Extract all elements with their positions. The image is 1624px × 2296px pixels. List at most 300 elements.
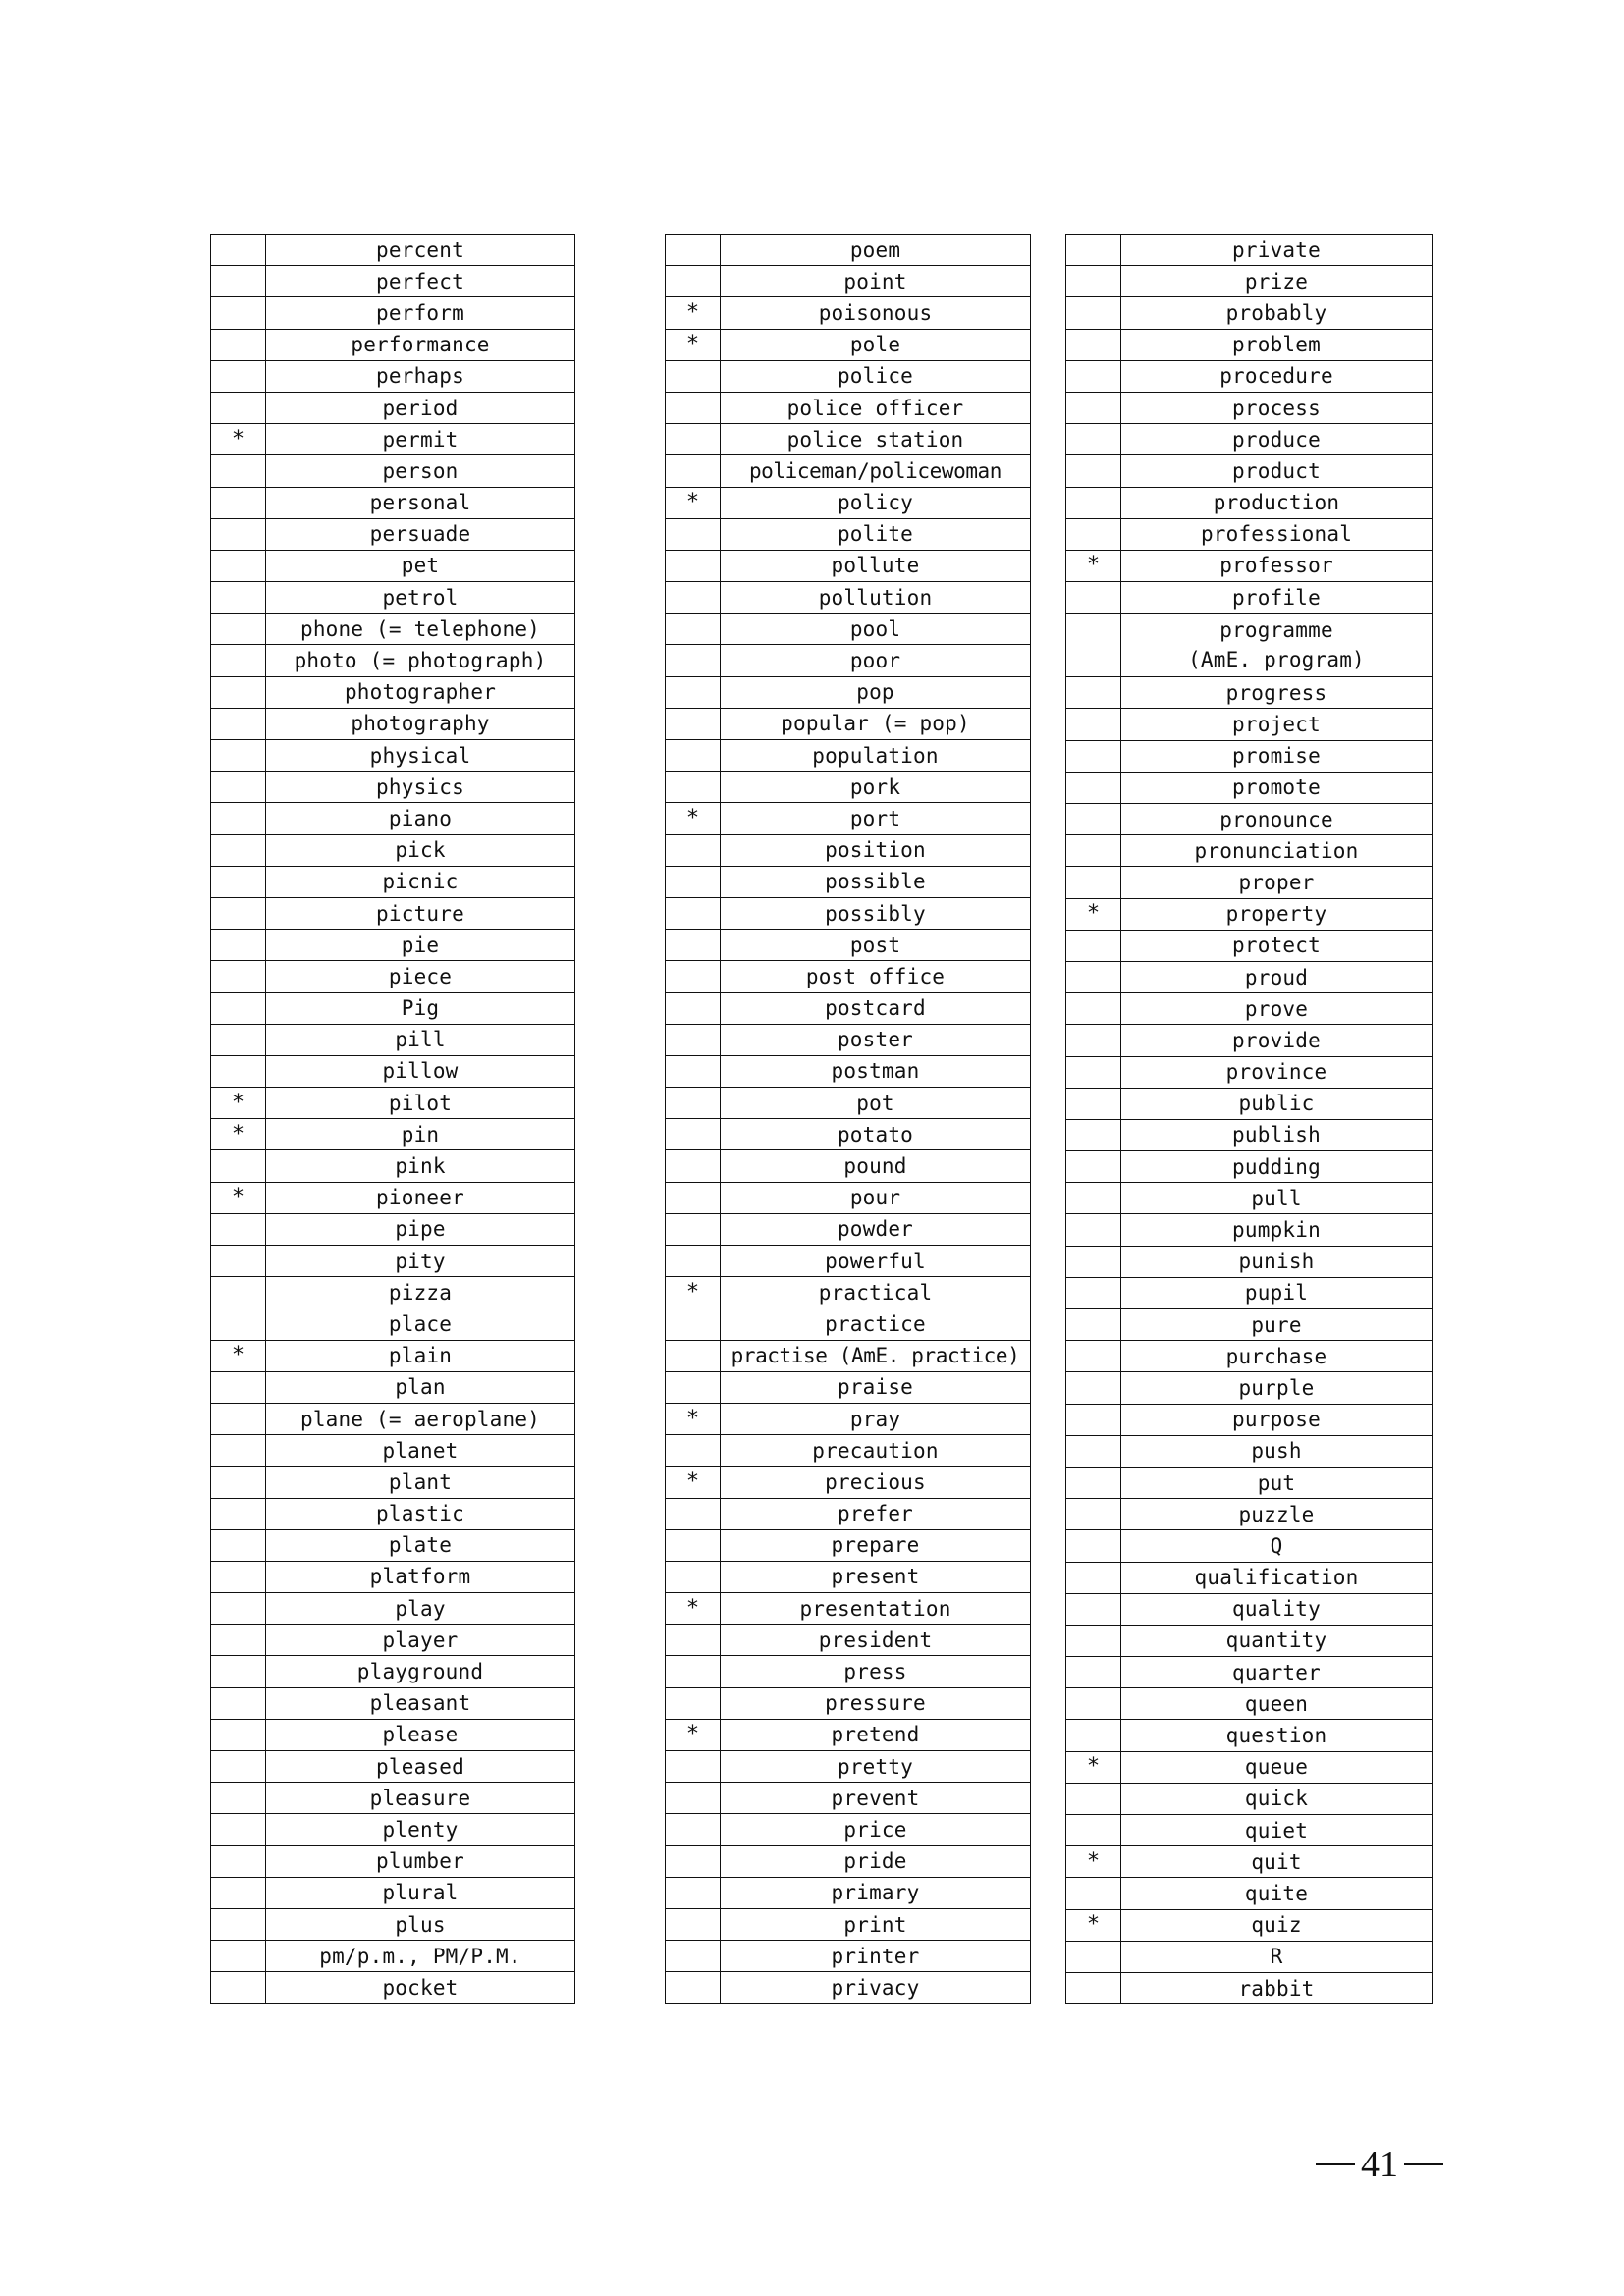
table-row [666, 930, 1031, 961]
star-marker-cell [1066, 1593, 1121, 1625]
star-marker-cell [666, 550, 721, 581]
word-cell: pumpkin [1121, 1214, 1433, 1246]
table-row [666, 392, 1031, 423]
word-cell: pupil [1121, 1277, 1433, 1308]
table-row [1066, 1499, 1433, 1530]
star-marker-cell: * [666, 1277, 721, 1308]
word-cell: pray [721, 1403, 1031, 1434]
word-cell: pleasant [266, 1687, 575, 1719]
word-cell: prevent [721, 1783, 1031, 1814]
star-marker-cell [1066, 424, 1121, 455]
word-cell: purchase [1121, 1341, 1433, 1372]
table-row [1066, 1056, 1433, 1088]
word-cell: pronunciation [1121, 835, 1433, 867]
star-marker-cell [666, 676, 721, 708]
table-row [211, 1877, 575, 1908]
star-marker-cell [211, 1625, 266, 1656]
word-cell: question [1121, 1720, 1433, 1751]
star-marker-cell [211, 1972, 266, 2003]
word-cell: quit [1121, 1846, 1433, 1878]
word-cell: port [721, 803, 1031, 834]
star-marker-cell [1066, 360, 1121, 392]
table-row [1066, 1183, 1433, 1214]
table-row [1066, 1119, 1433, 1150]
word-cell: privacy [721, 1972, 1031, 2003]
star-marker-cell [211, 1719, 266, 1750]
table-row [666, 235, 1031, 266]
word-cell: poor [721, 645, 1031, 676]
word-cell: quarter [1121, 1657, 1433, 1688]
star-marker-cell [211, 1593, 266, 1625]
table-row [211, 1498, 575, 1529]
word-cell: poster [721, 1024, 1031, 1055]
word-cell: pot [721, 1088, 1031, 1119]
table-row [211, 1277, 575, 1308]
star-marker-cell [666, 772, 721, 803]
table-row [666, 582, 1031, 614]
table-row [1066, 1815, 1433, 1846]
star-marker-cell [666, 1024, 721, 1055]
word-cell: practical [721, 1277, 1031, 1308]
star-marker-cell [1066, 1309, 1121, 1341]
table-row [666, 1024, 1031, 1055]
word-cell: quite [1121, 1878, 1433, 1909]
star-marker-cell [211, 1024, 266, 1055]
word-cell: photography [266, 708, 575, 739]
star-marker-cell [1066, 455, 1121, 487]
word-cell: pollution [721, 582, 1031, 614]
table-row [1066, 487, 1433, 518]
word-cell: put [1121, 1467, 1433, 1498]
table-row [666, 1277, 1031, 1308]
table-row [666, 1972, 1031, 2003]
table-row [666, 1593, 1031, 1625]
table-row [666, 1150, 1031, 1182]
table-row [211, 297, 575, 329]
table-row [211, 930, 575, 961]
table-row [666, 1340, 1031, 1371]
star-marker-cell: * [666, 1467, 721, 1498]
table-row [1066, 1246, 1433, 1277]
word-cell: professional [1121, 518, 1433, 550]
word-cell: please [266, 1719, 575, 1750]
star-marker-cell [666, 1972, 721, 2003]
word-cell: promote [1121, 772, 1433, 803]
star-marker-cell [666, 1845, 721, 1877]
table-row [211, 266, 575, 297]
star-marker-cell [666, 582, 721, 614]
word-cell: planet [266, 1435, 575, 1467]
word-cell: pretend [721, 1719, 1031, 1750]
table-row [666, 803, 1031, 834]
word-cell: play [266, 1593, 575, 1625]
table-row [211, 1340, 575, 1371]
table-row [1066, 1435, 1433, 1467]
page-number-value: 41 [1361, 2144, 1398, 2185]
star-marker-cell [1066, 1720, 1121, 1751]
table-row [666, 1403, 1031, 1434]
table-row [1066, 1720, 1433, 1751]
word-cell: personal [266, 487, 575, 518]
table-row [666, 772, 1031, 803]
star-marker-cell: * [666, 487, 721, 518]
table-row [1066, 1972, 1433, 2003]
word-cell: proper [1121, 867, 1433, 898]
word-cell: prove [1121, 993, 1433, 1025]
word-cell: property [1121, 898, 1433, 930]
table-row [211, 645, 575, 676]
star-marker-cell [666, 424, 721, 455]
word-cell: perfect [266, 266, 575, 297]
table-row [1066, 424, 1433, 455]
table-row [666, 1941, 1031, 1972]
word-cell: post [721, 930, 1031, 961]
table-row [1066, 1088, 1433, 1119]
star-marker-cell [1066, 677, 1121, 709]
word-cell: pride [721, 1845, 1031, 1877]
word-cell: Pig [266, 992, 575, 1024]
table-row [211, 1435, 575, 1467]
word-cell: purpose [1121, 1404, 1433, 1435]
star-marker-cell [1066, 1183, 1121, 1214]
word-cell: pill [266, 1024, 575, 1055]
word-cell: proud [1121, 961, 1433, 992]
star-marker-cell [666, 992, 721, 1024]
table-row [1066, 1214, 1433, 1246]
table-row [211, 360, 575, 392]
table-row [211, 708, 575, 739]
star-marker-cell [211, 1814, 266, 1845]
star-marker-cell [1066, 1530, 1121, 1562]
star-marker-cell [666, 455, 721, 487]
star-marker-cell [1066, 487, 1121, 518]
table-row [1066, 329, 1433, 360]
star-marker-cell [211, 1055, 266, 1087]
table-row [1066, 266, 1433, 297]
table-row [1066, 993, 1433, 1025]
table-row [666, 1119, 1031, 1150]
word-cell: private [1121, 235, 1433, 266]
table-row [211, 992, 575, 1024]
star-marker-cell [666, 1119, 721, 1150]
table-row [666, 1371, 1031, 1403]
word-cell: post office [721, 961, 1031, 992]
table-row [666, 297, 1031, 329]
table-row [211, 1467, 575, 1498]
star-marker-cell [666, 1877, 721, 1908]
star-marker-cell [1066, 1878, 1121, 1909]
word-cell: procedure [1121, 360, 1433, 392]
word-cell: police station [721, 424, 1031, 455]
table-row [666, 1845, 1031, 1877]
star-marker-cell [1066, 1467, 1121, 1498]
table-row [1066, 804, 1433, 835]
star-marker-cell [211, 1498, 266, 1529]
star-marker-cell [211, 1435, 266, 1467]
word-cell: pilot [266, 1088, 575, 1119]
star-marker-cell [1066, 1562, 1121, 1593]
star-marker-cell [211, 1687, 266, 1719]
star-marker-cell [666, 1751, 721, 1783]
star-marker-cell [1066, 1783, 1121, 1814]
star-marker-cell [211, 550, 266, 581]
word-cell: possible [721, 866, 1031, 897]
star-marker-cell [1066, 1625, 1121, 1656]
table-row [211, 1783, 575, 1814]
table-row [1066, 1783, 1433, 1814]
word-cell: price [721, 1814, 1031, 1845]
star-marker-cell [1066, 1404, 1121, 1435]
vocabulary-table-column-1 [210, 234, 575, 2004]
star-marker-cell [1066, 1088, 1121, 1119]
table-row [211, 1941, 575, 1972]
word-cell: petrol [266, 582, 575, 614]
star-marker-cell [666, 1908, 721, 1940]
word-cell: pole [721, 329, 1031, 360]
word-cell: plane (= aeroplane) [266, 1403, 575, 1434]
star-marker-cell [1066, 867, 1121, 898]
word-cell: poisonous [721, 297, 1031, 329]
star-marker-cell [666, 235, 721, 266]
word-cell: pipe [266, 1213, 575, 1245]
table-row [666, 1529, 1031, 1561]
table-row [666, 740, 1031, 772]
star-marker-cell [666, 1783, 721, 1814]
table-row [666, 455, 1031, 487]
star-marker-cell [1066, 804, 1121, 835]
word-cell: professor [1121, 550, 1433, 581]
word-cell: picnic [266, 866, 575, 897]
word-cell: police officer [721, 392, 1031, 423]
star-marker-cell [1066, 392, 1121, 423]
star-marker-cell [1066, 1025, 1121, 1056]
word-cell: policy [721, 487, 1031, 518]
star-marker-cell [666, 1625, 721, 1656]
table-row [666, 1055, 1031, 1087]
star-marker-cell [1066, 1688, 1121, 1720]
star-marker-cell [211, 866, 266, 897]
page-number [1311, 2140, 1448, 2189]
star-marker-cell [1066, 1119, 1121, 1150]
word-cell: quiz [1121, 1909, 1433, 1941]
word-cell: picture [266, 897, 575, 929]
word-cell: pet [266, 550, 575, 581]
star-marker-cell [666, 1213, 721, 1245]
word-cell: plain [266, 1340, 575, 1371]
word-cell: probably [1121, 297, 1433, 329]
word-cell: police [721, 360, 1031, 392]
star-marker-cell [666, 1561, 721, 1592]
star-marker-cell [1066, 582, 1121, 614]
star-marker-cell: * [211, 1119, 266, 1150]
table-row [1066, 1151, 1433, 1183]
star-marker-cell [211, 266, 266, 297]
word-cell: pioneer [266, 1182, 575, 1213]
table-row [1066, 677, 1433, 709]
table-row [211, 1119, 575, 1150]
table-row [666, 1687, 1031, 1719]
table-row [666, 550, 1031, 581]
table-row [1066, 1309, 1433, 1341]
star-marker-cell [211, 518, 266, 550]
table-row [666, 1877, 1031, 1908]
table-row [211, 834, 575, 866]
table-row [1066, 1467, 1433, 1498]
word-cell: pretty [721, 1751, 1031, 1783]
star-marker-cell [1066, 1815, 1121, 1846]
word-cell: prefer [721, 1498, 1031, 1529]
table-row [211, 1814, 575, 1845]
star-marker-cell [1066, 1214, 1121, 1246]
star-marker-cell [1066, 614, 1121, 677]
star-marker-cell [666, 1498, 721, 1529]
star-marker-cell: * [1066, 1909, 1121, 1941]
star-marker-cell [666, 266, 721, 297]
star-marker-cell [211, 676, 266, 708]
word-cell: quiet [1121, 1815, 1433, 1846]
table-row [1066, 930, 1433, 961]
word-text-secondary: (AmE. program) [1188, 648, 1365, 672]
word-cell: practise (AmE. practice) [721, 1340, 1031, 1371]
star-marker-cell: * [1066, 1846, 1121, 1878]
star-marker-cell [1066, 266, 1121, 297]
table-row [211, 235, 575, 266]
table-row [1066, 297, 1433, 329]
star-marker-cell [666, 897, 721, 929]
word-cell: plenty [266, 1814, 575, 1845]
star-marker-cell [1066, 835, 1121, 867]
word-cell: public [1121, 1088, 1433, 1119]
word-cell: piano [266, 803, 575, 834]
star-marker-cell [1066, 1941, 1121, 1972]
star-marker-cell [666, 961, 721, 992]
word-cell: puzzle [1121, 1499, 1433, 1530]
star-marker-cell [666, 614, 721, 645]
table-row [211, 614, 575, 645]
word-cell: plus [266, 1908, 575, 1940]
word-cell: powerful [721, 1246, 1031, 1277]
star-marker-cell [1066, 1151, 1121, 1183]
table-row [1066, 392, 1433, 423]
word-cell: printer [721, 1941, 1031, 1972]
word-cell: province [1121, 1056, 1433, 1088]
word-cell: pressure [721, 1687, 1031, 1719]
star-marker-cell [211, 1908, 266, 1940]
star-marker-cell [1066, 1056, 1121, 1088]
table-row [211, 676, 575, 708]
star-marker-cell [1066, 518, 1121, 550]
star-marker-cell [1066, 235, 1121, 266]
word-cell: piece [266, 961, 575, 992]
word-cell: plastic [266, 1498, 575, 1529]
table-row [1066, 740, 1433, 772]
word-cell: plural [266, 1877, 575, 1908]
word-cell: performance [266, 329, 575, 360]
word-cell: pity [266, 1246, 575, 1277]
table-row [666, 897, 1031, 929]
word-cell: quick [1121, 1783, 1433, 1814]
star-marker-cell [666, 1246, 721, 1277]
star-marker-cell [1066, 961, 1121, 992]
star-marker-cell [211, 708, 266, 739]
table-row [1066, 1372, 1433, 1404]
table-row [1066, 582, 1433, 614]
star-marker-cell [211, 834, 266, 866]
star-marker-cell [666, 930, 721, 961]
word-cell [1121, 614, 1433, 677]
star-marker-cell [666, 1308, 721, 1340]
word-cell: platform [266, 1561, 575, 1592]
star-marker-cell [666, 1814, 721, 1845]
table-row [211, 1625, 575, 1656]
word-cell: photo (= photograph) [266, 645, 575, 676]
star-marker-cell [666, 1435, 721, 1467]
word-cell: person [266, 455, 575, 487]
table-row [211, 866, 575, 897]
word-cell: problem [1121, 329, 1433, 360]
table-row [211, 1529, 575, 1561]
table-row [211, 803, 575, 834]
word-cell: persuade [266, 518, 575, 550]
table-row [1066, 1277, 1433, 1308]
word-cell: physical [266, 740, 575, 772]
word-cell: player [266, 1625, 575, 1656]
star-marker-cell [211, 297, 266, 329]
star-marker-cell: * [666, 1719, 721, 1750]
star-marker-cell [211, 1467, 266, 1498]
word-cell: popular (= pop) [721, 708, 1031, 739]
table-row [211, 1845, 575, 1877]
star-marker-cell [211, 803, 266, 834]
table-row [211, 1751, 575, 1783]
table-row [666, 266, 1031, 297]
word-cell: precaution [721, 1435, 1031, 1467]
word-cell: point [721, 266, 1031, 297]
star-marker-cell [211, 1403, 266, 1434]
table-row [211, 1972, 575, 2003]
word-cell: pie [266, 930, 575, 961]
star-marker-cell: * [666, 329, 721, 360]
star-marker-cell [211, 1277, 266, 1308]
star-marker-cell [1066, 930, 1121, 961]
star-marker-cell [211, 329, 266, 360]
star-marker-cell [666, 740, 721, 772]
word-cell: rabbit [1121, 1972, 1433, 2003]
star-marker-cell [666, 1656, 721, 1687]
word-cell: playground [266, 1656, 575, 1687]
table-row [666, 1246, 1031, 1277]
table-row [666, 645, 1031, 676]
table-row [211, 582, 575, 614]
table-row [211, 518, 575, 550]
word-cell: pour [721, 1182, 1031, 1213]
word-cell: production [1121, 487, 1433, 518]
word-cell: phone (= telephone) [266, 614, 575, 645]
star-marker-cell [211, 1246, 266, 1277]
word-cell: powder [721, 1213, 1031, 1245]
word-cell: possibly [721, 897, 1031, 929]
star-marker-cell [211, 930, 266, 961]
table-row [1066, 360, 1433, 392]
word-cell: polite [721, 518, 1031, 550]
table-row [1066, 898, 1433, 930]
word-cell: present [721, 1561, 1031, 1592]
word-cell: qualification [1121, 1562, 1433, 1593]
table-row [211, 1308, 575, 1340]
table-row [1066, 550, 1433, 581]
table-row [666, 1719, 1031, 1750]
star-marker-cell [211, 1529, 266, 1561]
